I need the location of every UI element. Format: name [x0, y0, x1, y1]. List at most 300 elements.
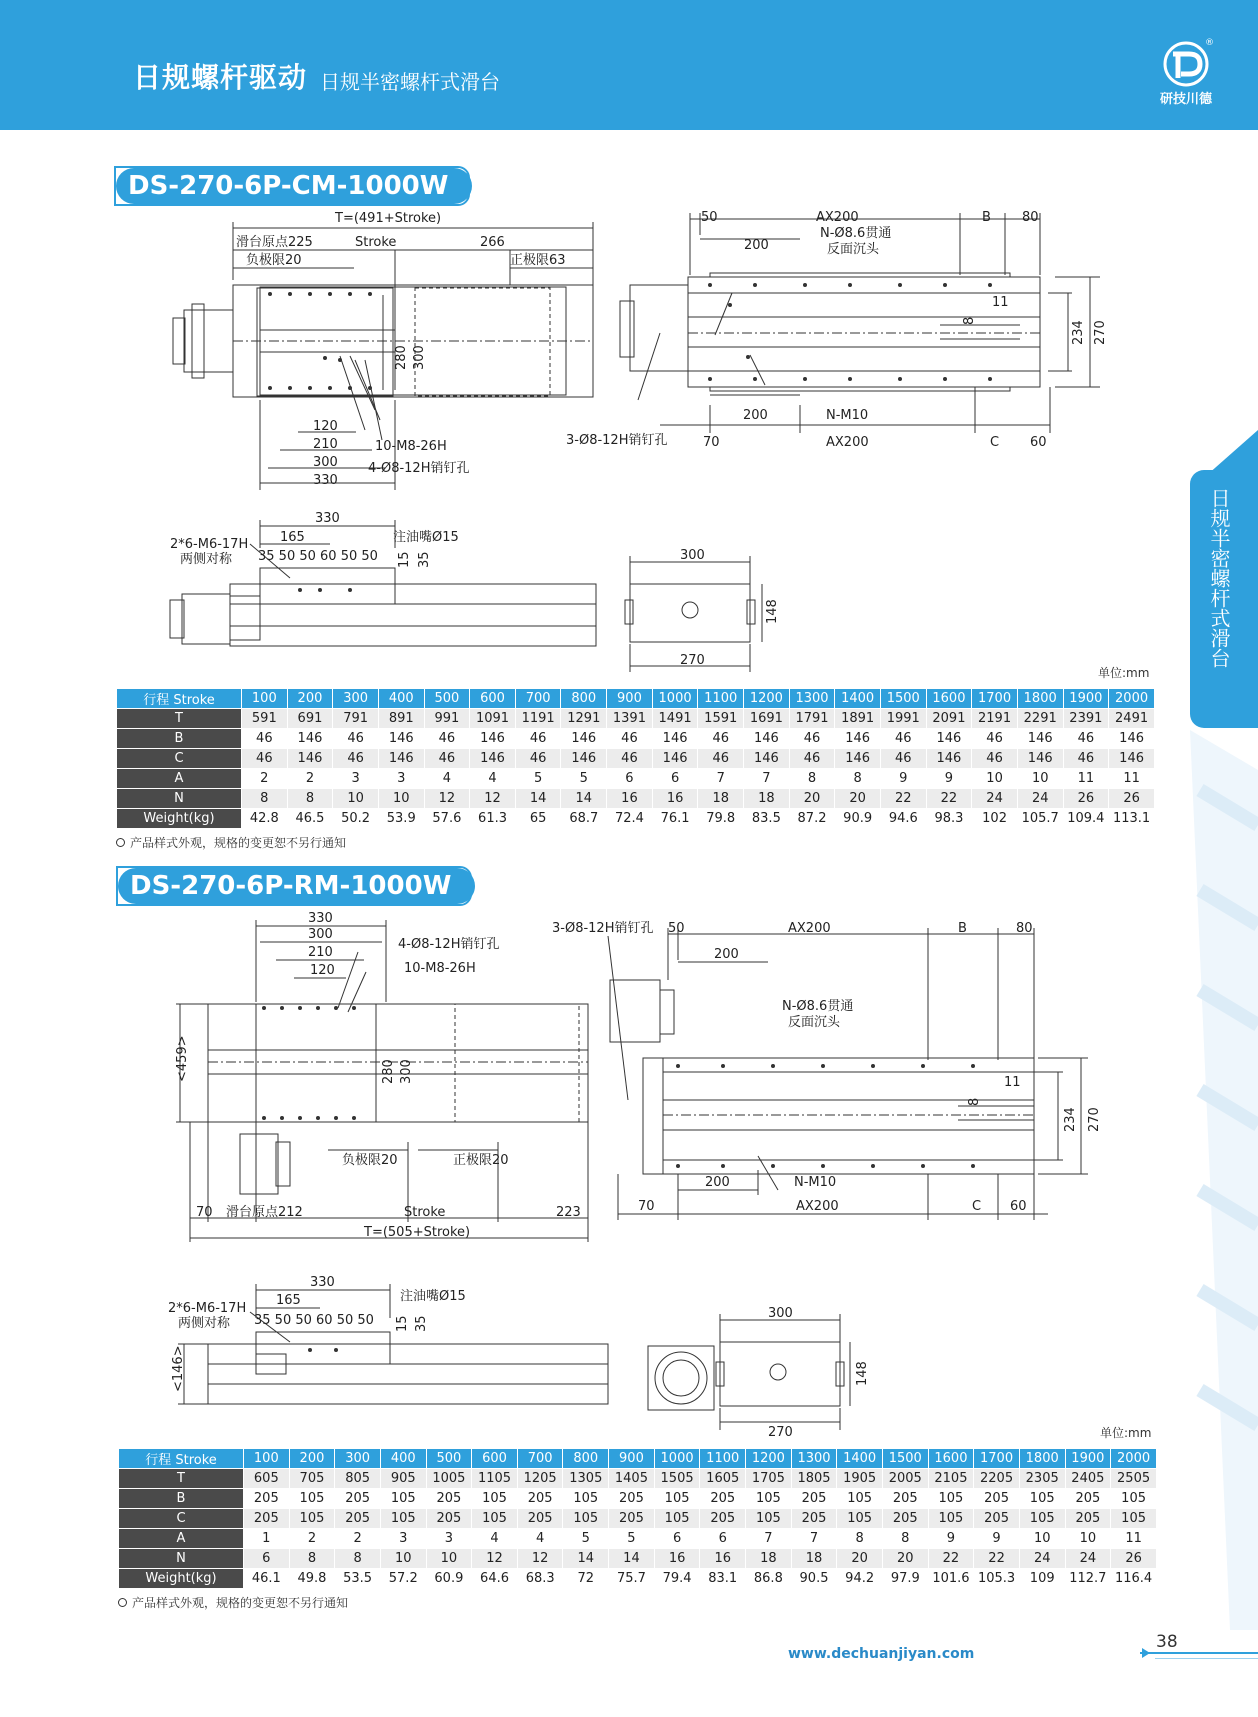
- note-text-1: 产品样式外观，规格的变更恕不另行通知: [130, 836, 347, 850]
- table-cell: 2: [335, 1529, 381, 1549]
- table-cell: 1705: [746, 1469, 792, 1489]
- stroke-col: 300: [335, 1449, 381, 1469]
- note-pin-1: 4-Ø8-12H销钉孔: [368, 461, 470, 476]
- table-cell: 16: [654, 1549, 700, 1569]
- table-cell: 46: [242, 729, 288, 749]
- dim-e300-2: 300: [768, 1306, 793, 1321]
- stroke-col: 1200: [746, 1449, 792, 1469]
- table-cell: 101.6: [928, 1569, 974, 1589]
- table-cell: 3: [333, 769, 379, 789]
- dim-e270-2: 270: [768, 1425, 793, 1436]
- header-subtitle: 日规半密螺杆式滑台: [320, 70, 500, 94]
- table-cell: 1691: [744, 709, 790, 729]
- row-header: Weight(kg): [117, 809, 242, 829]
- table-cell: 4: [517, 1529, 563, 1549]
- table-cell: 2405: [1065, 1469, 1111, 1489]
- dim-neg-limit-2: 负极限20: [342, 1153, 398, 1168]
- table-cell: 6: [244, 1549, 290, 1569]
- table-cell: 9: [880, 769, 926, 789]
- table-cell: 83.1: [700, 1569, 746, 1589]
- table-cell: 6: [700, 1529, 746, 1549]
- dim-s35-1: 35: [417, 551, 432, 568]
- dim-280-2: 280: [381, 1059, 396, 1084]
- table-cell: 2491: [1109, 709, 1155, 729]
- table-cell: 105: [380, 1509, 426, 1529]
- dim-8-1: 8: [962, 316, 977, 325]
- table-cell: 205: [882, 1509, 928, 1529]
- note-pin-2: 4-Ø8-12H销钉孔: [398, 937, 500, 952]
- table-cell: 5: [515, 769, 561, 789]
- note-sboth-2: 两侧对称: [178, 1316, 231, 1331]
- table-cell: 87.2: [789, 809, 835, 829]
- table-cell: 46: [424, 749, 470, 769]
- table-cell: 83.5: [744, 809, 790, 829]
- dim-e300-1: 300: [680, 548, 705, 563]
- dim-t-2: T=(505+Stroke): [364, 1225, 471, 1240]
- dim-ax-1: AX200: [816, 210, 859, 225]
- table-cell: 7: [746, 1529, 792, 1549]
- table-cell: 5: [563, 1529, 609, 1549]
- table-cell: 60.9: [426, 1569, 472, 1589]
- note-1: [116, 834, 346, 851]
- table-row: [119, 1549, 1157, 1569]
- table-cell: 691: [287, 709, 333, 729]
- logo-text: 研技川德: [1159, 92, 1212, 107]
- table-cell: 1891: [835, 709, 881, 729]
- dim-146: <146>: [171, 1345, 186, 1392]
- table-cell: 16: [652, 789, 698, 809]
- dim-50-1: 50: [701, 210, 718, 225]
- table-cell: 205: [1065, 1509, 1111, 1529]
- table-cell: 205: [700, 1489, 746, 1509]
- table-cell: 46: [333, 729, 379, 749]
- note-cs-1: 反面沉头: [827, 242, 880, 257]
- table-cell: 205: [700, 1509, 746, 1529]
- table-cell: 4: [472, 1529, 518, 1549]
- table-cell: 46: [698, 749, 744, 769]
- stroke-col: 700: [515, 689, 561, 709]
- table-cell: 14: [609, 1549, 655, 1569]
- table-cell: 105: [289, 1489, 335, 1509]
- stroke-col: 1600: [926, 689, 972, 709]
- footer-url[interactable]: www.dechuanjiyan.com: [788, 1646, 975, 1662]
- dim-330-1: 330: [313, 473, 338, 488]
- table-cell: 18: [746, 1549, 792, 1569]
- table-row: [119, 1469, 1157, 1489]
- dim-210-2: 210: [308, 945, 333, 960]
- drawing-1-side-view: [150, 508, 610, 658]
- table-cell: 10: [1019, 1529, 1065, 1549]
- table-header-row: [119, 1449, 1157, 1469]
- dim-300-1: 300: [412, 345, 427, 370]
- table-cell: 105: [837, 1509, 883, 1529]
- dim-270-1: 270: [1093, 320, 1108, 345]
- note-nm10-1: N-M10: [826, 408, 869, 423]
- dim-70b-2: 70: [638, 1199, 655, 1214]
- table-cell: 72: [563, 1569, 609, 1589]
- table-row: [117, 809, 1155, 829]
- table-cell: 105: [472, 1489, 518, 1509]
- table-cell: 205: [791, 1509, 837, 1529]
- table-cell: 98.3: [926, 809, 972, 829]
- dim-s15-1: 15: [397, 551, 412, 568]
- table-cell: 146: [561, 749, 607, 769]
- row-header: Weight(kg): [119, 1569, 244, 1589]
- dim-120-1: 120: [313, 419, 338, 434]
- table-cell: 57.2: [380, 1569, 426, 1589]
- stroke-col: 500: [424, 689, 470, 709]
- table-cell: 605: [244, 1469, 290, 1489]
- table-cell: 68.3: [517, 1569, 563, 1589]
- table-cell: 205: [517, 1509, 563, 1529]
- stroke-col: 1300: [791, 1449, 837, 1469]
- dim-origin-2: 滑台原点212: [226, 1205, 303, 1220]
- table-cell: 205: [974, 1489, 1020, 1509]
- table-cell: 205: [609, 1489, 655, 1509]
- dim-223: 223: [556, 1205, 581, 1220]
- table-cell: 8: [882, 1529, 928, 1549]
- table-cell: 8: [242, 789, 288, 809]
- dim-80-2: 80: [1016, 921, 1033, 936]
- drawing-2-end-view: [640, 1306, 880, 1436]
- stroke-col: 1400: [835, 689, 881, 709]
- table-cell: 50.2: [333, 809, 379, 829]
- table-cell: 146: [835, 729, 881, 749]
- table-cell: 20: [837, 1549, 883, 1569]
- stroke-col: 1200: [744, 689, 790, 709]
- table-cell: 6: [654, 1529, 700, 1549]
- table-cell: 10: [378, 789, 424, 809]
- table-cell: 49.8: [289, 1569, 335, 1589]
- table-cell: 3: [380, 1529, 426, 1549]
- table-cell: 1: [244, 1529, 290, 1549]
- table-row: [119, 1509, 1157, 1529]
- table-cell: 22: [880, 789, 926, 809]
- table-cell: 105: [563, 1489, 609, 1509]
- stroke-col: 1700: [974, 1449, 1020, 1469]
- dim-120-2: 120: [310, 963, 335, 978]
- table-cell: 2: [289, 1529, 335, 1549]
- note-m8-2: 10-M8-26H: [404, 961, 476, 976]
- stroke-col: 2000: [1109, 689, 1155, 709]
- table-cell: 46: [880, 749, 926, 769]
- table-cell: 146: [744, 749, 790, 769]
- stroke-col: 1300: [789, 689, 835, 709]
- table-cell: 105: [472, 1509, 518, 1529]
- table-cell: 113.1: [1109, 809, 1155, 829]
- note-oil-1: 注油嘴Ø15: [393, 530, 459, 545]
- table-cell: 12: [424, 789, 470, 809]
- table-row: [119, 1489, 1157, 1509]
- footer-line: [1140, 1652, 1258, 1654]
- dim-50-2: 50: [668, 921, 685, 936]
- table-cell: 205: [244, 1489, 290, 1509]
- table-cell: 1291: [561, 709, 607, 729]
- table-cell: 105: [289, 1509, 335, 1529]
- note-sm6-2: 2*6-M6-17H: [168, 1301, 247, 1316]
- table-cell: 12: [470, 789, 516, 809]
- table-cell: 42.8: [242, 809, 288, 829]
- table-cell: 1791: [789, 709, 835, 729]
- table-cell: 105: [746, 1489, 792, 1509]
- dim-s35-2: 35: [414, 1315, 429, 1332]
- table-cell: 2205: [974, 1469, 1020, 1489]
- table-cell: 112.7: [1065, 1569, 1111, 1589]
- table-row: [117, 729, 1155, 749]
- stroke-col: 1800: [1017, 689, 1063, 709]
- table-cell: 146: [835, 749, 881, 769]
- table-cell: 46: [242, 749, 288, 769]
- dim-8-2: 8: [967, 1097, 982, 1106]
- dim-234-2: 234: [1063, 1107, 1078, 1132]
- stroke-col: 1000: [654, 1449, 700, 1469]
- table-cell: 1205: [517, 1469, 563, 1489]
- table-cell: 205: [974, 1509, 1020, 1529]
- table-cell: 146: [926, 729, 972, 749]
- table-cell: 146: [287, 729, 333, 749]
- table-cell: 11: [1109, 769, 1155, 789]
- dim-270-2: 270: [1087, 1107, 1102, 1132]
- table-row: [117, 769, 1155, 789]
- stroke-col: 1700: [972, 689, 1018, 709]
- table-cell: 2: [287, 769, 333, 789]
- table-cell: 146: [287, 749, 333, 769]
- table-cell: 46: [424, 729, 470, 749]
- table-cell: 105: [563, 1509, 609, 1529]
- table-cell: 2305: [1019, 1469, 1065, 1489]
- table-cell: 46: [607, 749, 653, 769]
- note-pin3-2: 3-Ø8-12H销钉孔: [552, 921, 654, 936]
- table-cell: 105: [746, 1509, 792, 1529]
- note-cs-2: 反面沉头: [788, 1015, 841, 1030]
- table-cell: 10: [333, 789, 379, 809]
- table-cell: 2505: [1111, 1469, 1157, 1489]
- table-cell: 26: [1109, 789, 1155, 809]
- table-cell: 18: [698, 789, 744, 809]
- dim-s165-2: 165: [276, 1293, 301, 1308]
- table-cell: 146: [470, 729, 516, 749]
- table-cell: 2005: [882, 1469, 928, 1489]
- stroke-col: 400: [378, 689, 424, 709]
- table-cell: 205: [335, 1489, 381, 1509]
- table-cell: 905: [380, 1469, 426, 1489]
- table-cell: 57.6: [424, 809, 470, 829]
- table-cell: 8: [335, 1549, 381, 1569]
- table-cell: 146: [378, 729, 424, 749]
- table-cell: 9: [974, 1529, 1020, 1549]
- table-cell: 1991: [880, 709, 926, 729]
- model-title-2: [116, 866, 472, 906]
- table-cell: 64.6: [472, 1569, 518, 1589]
- dim-e148-2: 148: [855, 1361, 870, 1386]
- note-nm10-2: N-M10: [794, 1175, 837, 1190]
- note-thru-2: N-Ø8.6贯通: [782, 999, 854, 1014]
- table-row: [117, 749, 1155, 769]
- dim-stroke-2: Stroke: [404, 1205, 446, 1220]
- dim-pos-limit-2: 正极限20: [453, 1153, 509, 1168]
- table-cell: 53.5: [335, 1569, 381, 1589]
- stroke-col: 1900: [1063, 689, 1109, 709]
- stroke-col: 700: [517, 1449, 563, 1469]
- table-cell: 3: [378, 769, 424, 789]
- dim-spitch-2: 35 50 50 60 50 50: [254, 1313, 374, 1328]
- table-cell: 14: [515, 789, 561, 809]
- table-cell: 102: [972, 809, 1018, 829]
- table-cell: 116.4: [1111, 1569, 1157, 1589]
- table-cell: 791: [333, 709, 379, 729]
- table-cell: 46: [333, 749, 379, 769]
- table-cell: 805: [335, 1469, 381, 1489]
- stroke-col: 100: [242, 689, 288, 709]
- table-cell: 1105: [472, 1469, 518, 1489]
- drawing-2-plan-view: [548, 920, 1108, 1230]
- table-cell: 7: [698, 769, 744, 789]
- drawing-1-end-view: [620, 548, 780, 678]
- table-cell: 105.7: [1017, 809, 1063, 829]
- table-cell: 7: [791, 1529, 837, 1549]
- table-cell: 26: [1111, 1549, 1157, 1569]
- dim-300-2: 300: [308, 927, 333, 942]
- table-cell: 146: [561, 729, 607, 749]
- spec-table-1: [116, 688, 1155, 829]
- dim-ax-2: AX200: [788, 921, 831, 936]
- dim-234-1: 234: [1071, 320, 1086, 345]
- table-cell: 105.3: [974, 1569, 1020, 1589]
- stroke-col: 300: [333, 689, 379, 709]
- table-cell: 53.9: [378, 809, 424, 829]
- table-cell: 1405: [609, 1469, 655, 1489]
- table-cell: 46: [880, 729, 926, 749]
- dim-b-2: B: [958, 921, 967, 936]
- table-cell: 146: [744, 729, 790, 749]
- table-cell: 10: [972, 769, 1018, 789]
- stroke-col: 1800: [1019, 1449, 1065, 1469]
- page-number: 38: [1156, 1632, 1178, 1652]
- dim-stroke-1: Stroke: [355, 235, 397, 250]
- side-tab-label: 日规半密螺杆式滑台: [1207, 488, 1231, 668]
- table-cell: 5: [609, 1529, 655, 1549]
- row-header: A: [119, 1529, 244, 1549]
- table-cell: 10: [380, 1549, 426, 1569]
- stroke-col: 1000: [652, 689, 698, 709]
- table-cell: 105: [1019, 1509, 1065, 1529]
- model-name-2: DS-270-6P-RM-1000W: [118, 868, 475, 904]
- table-cell: 105: [654, 1489, 700, 1509]
- table-cell: 94.6: [880, 809, 926, 829]
- table-cell: 20: [835, 789, 881, 809]
- table-cell: 991: [424, 709, 470, 729]
- spec-table-2: [118, 1448, 1157, 1589]
- dim-b-1: B: [982, 210, 991, 225]
- stroke-col: 200: [287, 689, 333, 709]
- stroke-col: 1400: [837, 1449, 883, 1469]
- table-cell: 8: [835, 769, 881, 789]
- table-cell: 9: [928, 1529, 974, 1549]
- table-cell: 46: [1063, 729, 1109, 749]
- table-header-stroke: 行程 Stroke: [119, 1449, 244, 1469]
- table-cell: 205: [882, 1489, 928, 1509]
- table-cell: 22: [926, 789, 972, 809]
- table-row: [117, 709, 1155, 729]
- table-cell: 22: [928, 1549, 974, 1569]
- stroke-col: 600: [470, 689, 516, 709]
- table-cell: 24: [1017, 789, 1063, 809]
- stroke-col: 900: [609, 1449, 655, 1469]
- table-cell: 1591: [698, 709, 744, 729]
- table-cell: 2: [242, 769, 288, 789]
- note-m8-1: 10-M8-26H: [375, 439, 447, 454]
- table-cell: 46: [515, 729, 561, 749]
- table-cell: 26: [1063, 789, 1109, 809]
- table-cell: 205: [426, 1509, 472, 1529]
- row-header: C: [119, 1509, 244, 1529]
- stroke-col: 800: [561, 689, 607, 709]
- table-cell: 16: [607, 789, 653, 809]
- row-header: B: [119, 1489, 244, 1509]
- note-text-2: 产品样式外观，规格的变更恕不另行通知: [132, 1596, 349, 1610]
- table-cell: 10: [1065, 1529, 1111, 1549]
- table-cell: 1091: [470, 709, 516, 729]
- table-cell: 72.4: [607, 809, 653, 829]
- footer-line-thin: [1155, 1658, 1258, 1659]
- model-name-1: DS-270-6P-CM-1000W: [116, 168, 472, 204]
- table-cell: 205: [426, 1489, 472, 1509]
- dim-330-2: 330: [308, 912, 333, 926]
- table-cell: 14: [563, 1549, 609, 1569]
- table-cell: 16: [700, 1549, 746, 1569]
- stroke-col: 1100: [698, 689, 744, 709]
- table-cell: 24: [1065, 1549, 1111, 1569]
- dim-c-1: C: [990, 435, 1000, 450]
- table-cell: 46: [698, 729, 744, 749]
- dim-200b-1: 200: [743, 408, 768, 423]
- table-cell: 146: [470, 749, 516, 769]
- model-title-1: [114, 166, 470, 206]
- drawing-1-plan-view: [560, 205, 1120, 455]
- table-cell: 205: [1065, 1489, 1111, 1509]
- table-cell: 8: [837, 1529, 883, 1549]
- table-cell: 109: [1019, 1569, 1065, 1589]
- table-cell: 46: [515, 749, 561, 769]
- table-cell: 1391: [607, 709, 653, 729]
- dim-60-1: 60: [1030, 435, 1047, 450]
- table-cell: 705: [289, 1469, 335, 1489]
- row-header: A: [117, 769, 242, 789]
- dim-e270-1: 270: [680, 653, 705, 668]
- dim-210-1: 210: [313, 437, 338, 452]
- table-cell: 22: [974, 1549, 1020, 1569]
- table-cell: 2291: [1017, 709, 1063, 729]
- dim-300b-2: 300: [399, 1059, 414, 1084]
- stroke-col: 600: [472, 1449, 518, 1469]
- table-cell: 205: [791, 1489, 837, 1509]
- note-bullet-icon: [118, 1598, 127, 1607]
- table-cell: 97.9: [882, 1569, 928, 1589]
- table-cell: 205: [609, 1509, 655, 1529]
- table-row: [117, 789, 1155, 809]
- row-header: T: [117, 709, 242, 729]
- note-sboth-1: 两侧对称: [180, 552, 233, 567]
- table-cell: 46.5: [287, 809, 333, 829]
- note-bullet-icon: [116, 838, 125, 847]
- note-2: [118, 1594, 348, 1611]
- dim-s165-1: 165: [280, 530, 305, 545]
- table-cell: 46: [607, 729, 653, 749]
- table-cell: 1305: [563, 1469, 609, 1489]
- table-cell: 1905: [837, 1469, 883, 1489]
- stroke-col: 2000: [1111, 1449, 1157, 1469]
- row-header: B: [117, 729, 242, 749]
